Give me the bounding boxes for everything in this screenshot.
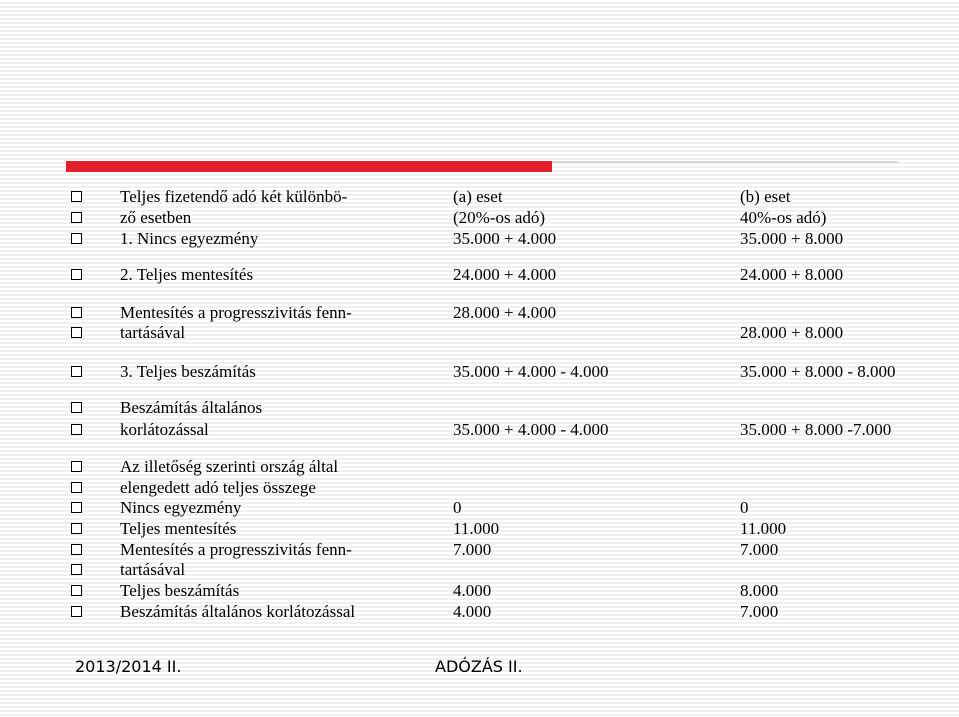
list-item	[0, 457, 959, 479]
square-bullet-icon	[71, 191, 82, 202]
case-a-value: (a) eset	[453, 187, 503, 206]
row-label: elengedett adó teljes összege	[120, 478, 316, 497]
row-label: Teljes fizetendő adó két különbö-	[120, 187, 348, 206]
list-item	[0, 498, 959, 520]
case-b-value: 11.000	[740, 519, 787, 538]
list-item	[0, 362, 959, 384]
case-b-value: 0	[740, 498, 749, 517]
square-bullet-icon	[71, 606, 82, 617]
list-item	[0, 519, 959, 541]
list-item	[0, 265, 959, 287]
case-a-value: (20%-os adó)	[453, 208, 546, 227]
case-b-value: 8.000	[740, 581, 779, 600]
square-bullet-icon	[71, 233, 82, 244]
square-bullet-icon	[71, 212, 82, 223]
footer-term: 2013/2014 II.	[75, 657, 182, 676]
case-b-value: 40%-os adó)	[740, 208, 827, 227]
case-b-value: 7.000	[740, 602, 779, 621]
square-bullet-icon	[71, 424, 82, 435]
case-b-value: 35.000 + 8.000 - 8.000	[740, 362, 896, 381]
title-rule	[552, 161, 898, 163]
case-b-value: 28.000 + 8.000	[740, 323, 844, 342]
list-item	[0, 303, 959, 325]
row-label: tartásával	[120, 560, 186, 579]
case-b-value: (b) eset	[740, 187, 791, 206]
square-bullet-icon	[71, 502, 82, 513]
row-label: Az illetőség szerinti ország által	[120, 457, 339, 476]
list-item	[0, 208, 959, 230]
square-bullet-icon	[71, 269, 82, 280]
list-item	[0, 229, 959, 251]
case-a-value: 28.000 + 4.000	[453, 303, 557, 322]
square-bullet-icon	[71, 523, 82, 534]
list-item	[0, 187, 959, 209]
square-bullet-icon	[71, 327, 82, 338]
case-a-value: 0	[453, 498, 462, 517]
list-item	[0, 602, 959, 624]
row-label: tartásával	[120, 323, 186, 342]
case-a-value: 11.000	[453, 519, 500, 538]
row-label: 3. Teljes beszámítás	[120, 362, 256, 381]
square-bullet-icon	[71, 544, 82, 555]
list-item	[0, 478, 959, 500]
square-bullet-icon	[71, 585, 82, 596]
row-label: 2. Teljes mentesítés	[120, 265, 254, 284]
title-accent-bar	[66, 161, 552, 172]
list-item	[0, 398, 959, 420]
row-label: Mentesítés a progresszivitás fenn-	[120, 540, 352, 559]
square-bullet-icon	[71, 402, 82, 413]
case-a-value: 4.000	[453, 602, 492, 621]
row-label: Teljes mentesítés	[120, 519, 237, 538]
row-label: Beszámítás általános	[120, 398, 263, 417]
row-label: Beszámítás általános korlátozással	[120, 602, 356, 621]
case-b-value: 35.000 + 8.000 -7.000	[740, 420, 892, 439]
case-a-value: 35.000 + 4.000 - 4.000	[453, 362, 609, 381]
footer-subject: ADÓZÁS II.	[435, 657, 523, 676]
list-item	[0, 560, 959, 582]
case-b-value: 7.000	[740, 540, 779, 559]
row-label: korlátozással	[120, 420, 209, 439]
square-bullet-icon	[71, 482, 82, 493]
list-item	[0, 581, 959, 603]
row-label: Teljes beszámítás	[120, 581, 240, 600]
row-label: ző esetben	[120, 208, 192, 227]
row-label: 1. Nincs egyezmény	[120, 229, 259, 248]
list-item	[0, 323, 959, 345]
case-b-value: 24.000 + 8.000	[740, 265, 844, 284]
case-a-value: 7.000	[453, 540, 492, 559]
list-item	[0, 540, 959, 562]
case-a-value: 35.000 + 4.000	[453, 229, 557, 248]
case-b-value: 35.000 + 8.000	[740, 229, 844, 248]
square-bullet-icon	[71, 366, 82, 377]
case-a-value: 24.000 + 4.000	[453, 265, 557, 284]
square-bullet-icon	[71, 564, 82, 575]
row-label: Nincs egyezmény	[120, 498, 242, 517]
case-a-value: 4.000	[453, 581, 492, 600]
row-label: Mentesítés a progresszivitás fenn-	[120, 303, 352, 322]
case-a-value: 35.000 + 4.000 - 4.000	[453, 420, 609, 439]
list-item	[0, 420, 959, 442]
square-bullet-icon	[71, 461, 82, 472]
square-bullet-icon	[71, 307, 82, 318]
